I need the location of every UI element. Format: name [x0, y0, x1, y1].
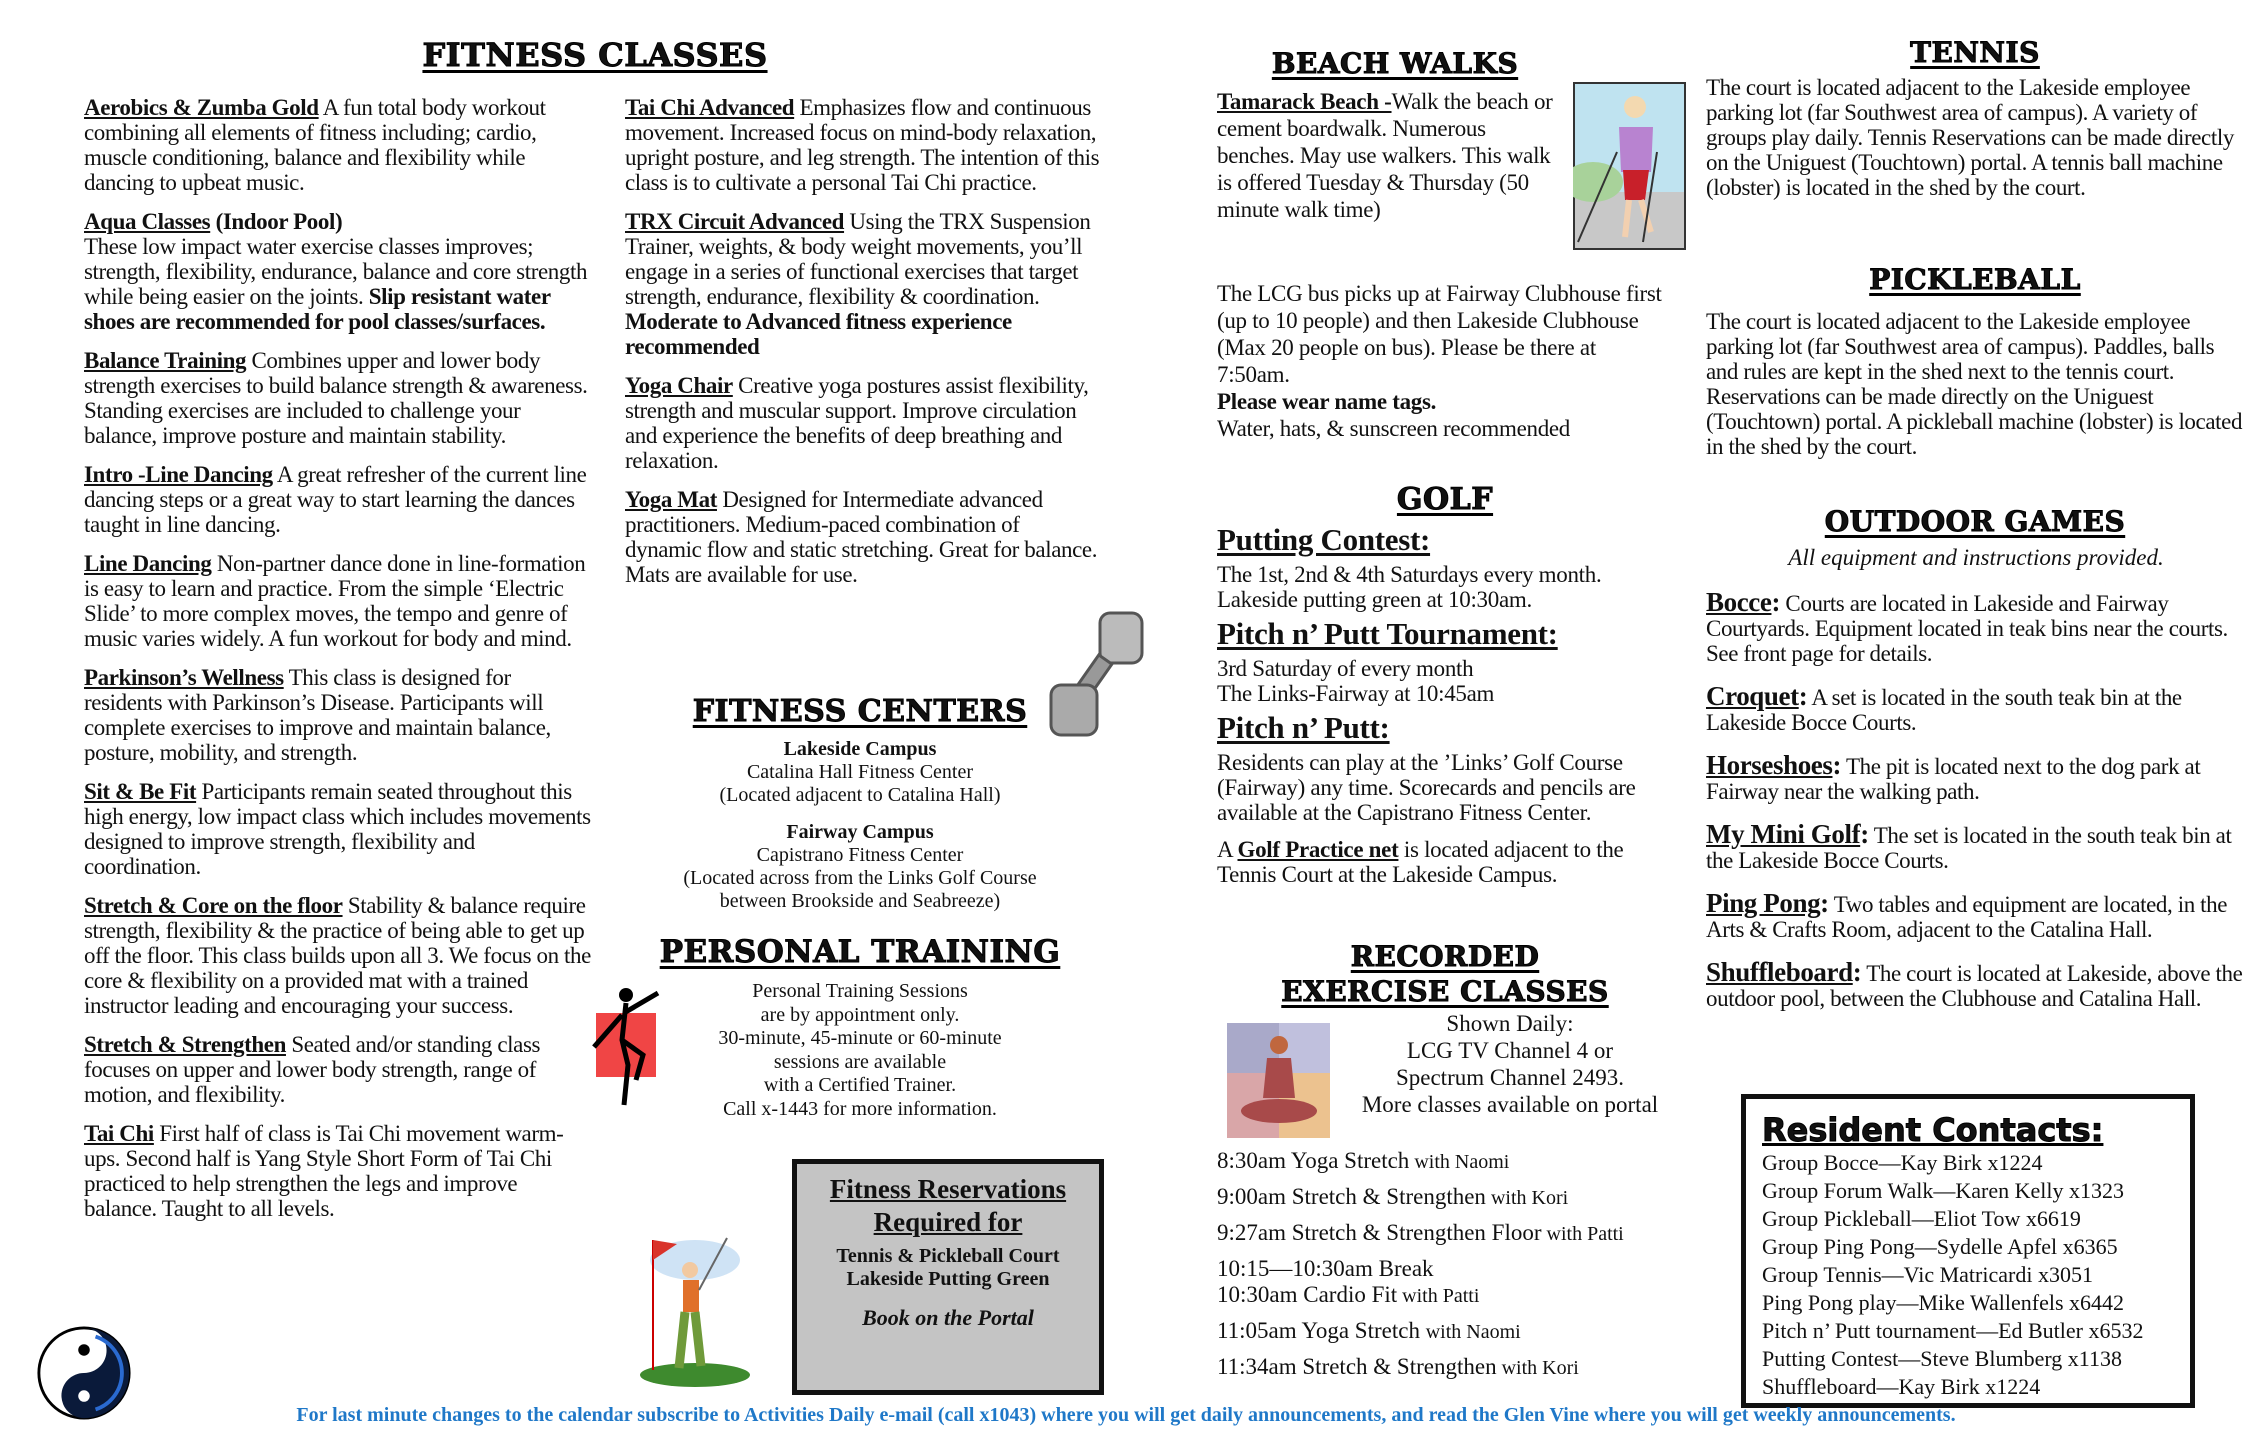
class-name: Sit & Be Fit [84, 779, 197, 804]
pitch-putt-text: Residents can play at the ’Links’ Golf Course (Fairway) any time. Scorecards and pencils are available at the Capistrano Fitness Center. [1217, 750, 1636, 825]
schedule-instructor: with Kori [1496, 1357, 1579, 1379]
golf-section [1217, 522, 1677, 887]
game-shuffleboard: Shuffleboard: The court is located at Lakeside, above the outdoor pool, between the Clubhouse and Catalina Hall. [1706, 957, 2243, 1011]
class-stretch-core [84, 893, 594, 1018]
class-stretch-strengthen [84, 1032, 594, 1107]
fitness-classes-col1 [84, 95, 594, 1235]
beach-name: Tamarack Beach - [1217, 89, 1392, 114]
center-location: (Located adjacent to Catalina Hall) [719, 784, 1001, 806]
schedule-time: 10:15—10:30am Break [1217, 1256, 1434, 1281]
class-trx [625, 209, 1100, 359]
class-tai-chi-advanced [625, 95, 1100, 195]
class-desc: Seated and/or standing class focuses on upper and lower body strength, range of motion, and flexibility. [84, 1032, 541, 1107]
pt-line: Call x-1443 for more information. [723, 1097, 997, 1120]
putting-contest-text: Lakeside putting green at 10:30am. [1217, 587, 1532, 612]
personal-training-info [660, 980, 1060, 1121]
schedule-instructor: with Patti [1397, 1285, 1480, 1307]
campus-name: Fairway Campus [786, 821, 934, 843]
game-horseshoes: Horseshoes: The pit is located next to the dog park at Fairway near the walking path. [1706, 750, 2201, 804]
outdoor-games-title: OUTDOOR GAMES [1824, 505, 2126, 538]
class-aqua [84, 209, 594, 334]
class-desc: Emphasizes flow and continuous movement. Increased focus on mind-body relaxation, upright posture, and leg strength. The intention of this class is to cultivate a personal Tai Chi practice. [625, 95, 1100, 195]
contact-item: Group Tennis—Vic Matricardi x3051 [1762, 1262, 2093, 1287]
schedule-instructor: with Naomi [1409, 1151, 1510, 1173]
pickleball-text: The court is located adjacent to the Lakeside employee parking lot (far Southwest area of campus). Paddles, balls and rules are kept in the shed next to the tennis court. Reservations can be made directly on the Uniguest (Touchtown) portal. A pickleball machine (lobster) is located in the shed by the court. [1706, 309, 2243, 459]
resident-contacts-box [1741, 1094, 2195, 1408]
class-desc: Non-partner dance done in line-formation is easy to learn and practice. From the simple ‘Electric Slide’ to more complex moves, the tempo and genre of music varies widely. A fun workout for body and mind. [84, 551, 586, 651]
footer-note: For last minute changes to the calendar subscribe to Activities Daily e-mail (call x1043) where you will get daily announcements, and read the Glen Vine where you will get weekly announcements. [296, 1404, 1956, 1426]
schedule-time: 8:30am Yoga Stretch [1217, 1148, 1410, 1173]
class-name: Aerobics & Zumba Gold [84, 95, 319, 120]
golfer-icon [635, 1230, 755, 1390]
game-croquet: Croquet: A set is located in the south teak bin at the Lakeside Bocce Courts. [1706, 681, 2182, 735]
golf-practice-net: Golf Practice net [1237, 837, 1399, 862]
class-desc: A fun total body workout combining all elements of fitness including; cardio, muscle conditioning, balance and flexibility while dancing to upbeat music. [84, 95, 546, 195]
recorded-line: More classes available on portal [1361, 1092, 1659, 1117]
class-name: Tai Chi [84, 1121, 154, 1146]
class-name: Tai Chi Advanced [625, 95, 795, 120]
beach-walks-title: BEACH WALKS [1271, 47, 1519, 80]
class-tai-chi [84, 1121, 594, 1221]
pt-line: sessions are available [773, 1050, 947, 1073]
schedule-time: 9:00am Stretch & Strengthen [1217, 1184, 1486, 1209]
game-bocce: Bocce: Courts are located in Lakeside and Fairway Courtyards. Equipment located in teak bins near the courts. See front page for details. [1706, 587, 2228, 666]
class-name: Yoga Chair [625, 373, 733, 398]
exercise-classes-title: EXERCISE CLASSES [1281, 975, 1609, 1008]
game-desc: A set is located in the south teak bin at the Lakeside Bocce Courts. [1706, 685, 2182, 735]
class-desc: Using the TRX Suspension Trainer, weights, & body weight movements, you’ll engage in a series of functional exercises that target strength, endurance, flexibility & coordination. [625, 209, 1091, 309]
schedule-instructor: with Naomi [1425, 1321, 1521, 1343]
game-desc: Two tables and equipment are located, in the Arts & Crafts Room, adjacent to the Catalina Hall. [1706, 892, 2228, 942]
golf-title: GOLF [1396, 482, 1494, 517]
reservations-title: Required for [873, 1207, 1023, 1237]
contact-item: Group Ping Pong—Sydelle Apfel x6365 [1762, 1234, 2118, 1259]
class-desc: Designed for Intermediate advanced practitioners. Medium-paced combination of dynamic flow and static stretching. Great for balance. Mats are available for use. [625, 487, 1098, 587]
contact-item: Group Forum Walk—Karen Kelly x1323 [1762, 1178, 2124, 1203]
recorded-title: RECORDED [1350, 940, 1540, 973]
class-desc: Creative yoga postures assist flexibility, strength and muscular support. Improve circulation and experience the benefits of deep breathing and relaxation. [625, 373, 1089, 473]
contacts-title: Resident Contacts: [1762, 1111, 2104, 1149]
class-name: Parkinson’s Wellness [84, 665, 284, 690]
fitness-classes-col2 [625, 95, 1100, 601]
walker-icon [1573, 82, 1686, 250]
fitness-classes-title: FITNESS CLASSES [422, 36, 768, 74]
contact-item: Pitch n’ Putt tournament—Ed Butler x6532 [1762, 1318, 2144, 1343]
schedule-item [1217, 1256, 1697, 1282]
class-note: Moderate to Advanced fitness experience recommended [625, 309, 1012, 359]
center-location: between Brookside and Seabreeze) [719, 890, 1001, 912]
putting-contest-title: Putting Contest: [1217, 522, 1431, 557]
pt-line: are by appointment only. [760, 1003, 960, 1026]
meditation-icon [1227, 1023, 1330, 1138]
tennis-text: The court is located adjacent to the Lakeside employee parking lot (far Southwest area of campus). A variety of groups play daily. Tennis Reservations can be made directly on the Uniguest (Touchtown) portal. A tennis ball machine (lobster) is located in the shed by the court. [1706, 75, 2234, 200]
outdoor-games-subtitle: All equipment and instructions provided. [1788, 545, 2164, 570]
contact-item: Group Bocce—Kay Birk x1224 [1762, 1150, 2043, 1175]
net-text: is located adjacent to the Tennis Court at the Lakeside Campus. [1217, 837, 1624, 887]
net-prefix: A [1217, 837, 1238, 862]
reservation-item: Tennis & Pickleball Court [836, 1245, 1060, 1267]
schedule-instructor: with Kori [1485, 1187, 1569, 1209]
schedule-item [1217, 1282, 1697, 1309]
putting-contest-text: The 1st, 2nd & 4th Saturdays every month. [1217, 562, 1602, 587]
center-location: (Located across from the Links Golf Course [683, 867, 1037, 889]
center-name: Catalina Hall Fitness Center [746, 761, 974, 783]
class-yoga-chair [625, 373, 1100, 473]
class-note: Slip resistant water shoes are recommended for pool classes/surfaces. [84, 284, 551, 334]
recorded-line: Shown Daily: [1446, 1011, 1574, 1036]
class-desc: A great refresher of the current line dancing steps or a great way to start learning the dances taught in line dancing. [84, 462, 587, 537]
game-desc: The set is located in the south teak bin at the Lakeside Bocce Courts. [1706, 823, 2232, 873]
recorded-info [1325, 1010, 1695, 1118]
game-ping-pong: Ping Pong: Two tables and equipment are located, in the Arts & Crafts Room, adjacent to the Catalina Hall. [1706, 888, 2228, 942]
schedule-time: 9:27am Stretch & Strengthen Floor [1217, 1220, 1542, 1245]
game-desc: The court is located at Lakeside, above the outdoor pool, between the Clubhouse and Catalina Hall. [1706, 961, 2243, 1011]
tournament-text: The Links-Fairway at 10:45am [1217, 681, 1495, 706]
class-aerobics [84, 95, 594, 195]
name-tags-note: Please wear name tags. [1217, 389, 1437, 414]
class-name: Aqua Classes [84, 209, 211, 234]
reservations-title: Fitness Reservations [829, 1174, 1067, 1204]
class-desc: This class is designed for residents with Parkinson’s Disease. Participants will complete exercises to improve and maintain balance, posture, mobility, and strength. [84, 665, 551, 765]
pt-line: Personal Training Sessions [752, 980, 968, 1002]
schedule-item [1217, 1184, 1697, 1211]
tennis-title: TENNIS [1910, 36, 2040, 69]
outdoor-games-list [1706, 587, 2246, 1025]
game-desc: Courts are located in Lakeside and Fairway Courtyards. Equipment located in teak bins near the courts. See front page for details. [1706, 591, 2228, 666]
class-name: TRX Circuit Advanced [625, 209, 845, 234]
game-name: My Mini Golf [1706, 819, 1861, 849]
class-name: Intro -Line Dancing [84, 462, 273, 487]
recorded-schedule [1217, 1148, 1697, 1390]
schedule-time: 11:05am Yoga Stretch [1217, 1318, 1426, 1343]
dumbbell-icon [1045, 605, 1155, 745]
class-desc: Stability & balance require strength, flexibility & the practice of being able to get up off the floor. This class builds upon all 3. We focus on the core & flexibility on a provided mat with a trained instructor leading and encouraging your success. [84, 893, 591, 1018]
fitness-centers-info [640, 738, 1080, 913]
game-name: Croquet [1706, 681, 1799, 711]
contact-item: Group Pickleball—Eliot Tow x6619 [1762, 1206, 2081, 1231]
pitch-putt-title: Pitch n’ Putt: [1217, 710, 1390, 745]
game-name: Bocce [1706, 587, 1772, 617]
campus-name: Lakeside Campus [783, 738, 937, 760]
reservation-item: Lakeside Putting Green [846, 1268, 1050, 1290]
schedule-item [1217, 1220, 1697, 1247]
class-name: Stretch & Strengthen [84, 1032, 286, 1057]
class-yoga-mat [625, 487, 1100, 587]
contact-item: Putting Contest—Steve Blumberg x1138 [1762, 1346, 2122, 1371]
schedule-item [1217, 1318, 1697, 1345]
class-desc: Combines upper and lower body strength exercises to build balance strength & awareness. Standing exercises are included to challenge your balance, improve posture and maintain stability. [84, 348, 588, 448]
pt-line: with a Certified Trainer. [763, 1074, 957, 1096]
beach-walks-desc [1217, 88, 1562, 223]
schedule-item [1217, 1354, 1697, 1381]
game-mini-golf: My Mini Golf: The set is located in the south teak bin at the Lakeside Bocce Courts. [1706, 819, 2232, 873]
fitness-centers-title: FITNESS CENTERS [692, 694, 1028, 729]
class-location: (Indoor Pool) [210, 209, 343, 234]
class-desc: First half of class is Tai Chi movement warm-ups. Second half is Yang Style Short Form of Tai Chi practiced to help strengthen the legs and improve balance. Taught to all levels. [84, 1121, 564, 1221]
class-line-dancing [84, 551, 594, 651]
game-name: Shuffleboard [1706, 957, 1853, 987]
pitch-putt-tournament-title: Pitch n’ Putt Tournament: [1217, 616, 1558, 651]
class-intro-line [84, 462, 594, 537]
contact-item: Ping Pong play—Mike Wallenfels x6442 [1762, 1290, 2125, 1315]
class-desc: These low impact water exercise classes improves; strength, flexibility, endurance, balance and core strength while being easier on the joints. [84, 234, 588, 309]
personal-training-title: PERSONAL TRAINING [659, 934, 1061, 970]
game-desc: The pit is located next to the dog park at Fairway near the walking path. [1706, 754, 2201, 804]
class-parkinsons [84, 665, 594, 765]
tournament-text: 3rd Saturday of every month [1217, 656, 1474, 681]
water-note: Water, hats, & sunscreen recommended [1217, 416, 1571, 441]
recorded-line: Spectrum Channel 2493. [1395, 1065, 1625, 1090]
game-name: Horseshoes [1706, 750, 1833, 780]
bus-info: The LCG bus picks up at Fairway Clubhouse first (up to 10 people) and then Lakeside Clubhouse (Max 20 people on bus). Please be there at 7:50am. [1217, 281, 1662, 387]
class-name: Yoga Mat [625, 487, 717, 512]
book-on-portal-text[interactable]: Book on the Portal [862, 1305, 1034, 1330]
game-name: Ping Pong [1706, 888, 1821, 918]
schedule-item [1217, 1148, 1697, 1175]
reservations-box [792, 1159, 1104, 1395]
schedule-time: 10:30am Cardio Fit [1217, 1282, 1398, 1307]
beach-walk-text: Walk the beach or cement boardwalk. Numerous benches. May use walkers. This walk is offered Tuesday & Thursday (50 minute walk time) [1217, 89, 1553, 222]
class-sit-be-fit [84, 779, 594, 879]
recorded-line: LCG TV Channel 4 or [1406, 1038, 1614, 1063]
class-name: Line Dancing [84, 551, 212, 576]
class-name: Stretch & Core on the floor [84, 893, 343, 918]
dancer-icon [588, 985, 668, 1115]
class-name: Balance Training [84, 348, 247, 373]
pt-line: 30-minute, 45-minute or 60-minute [718, 1027, 1002, 1049]
contact-item: Shuffleboard—Kay Birk x1224 [1762, 1374, 2041, 1399]
class-balance [84, 348, 594, 448]
pickleball-title: PICKLEBALL [1869, 263, 2081, 296]
class-desc: Participants remain seated throughout this high energy, low impact class which includes movements designed to improve strength, flexibility and coordination. [84, 779, 591, 879]
schedule-time: 11:34am Stretch & Strengthen [1217, 1354, 1497, 1379]
beach-walks-bus [1217, 280, 1672, 442]
center-name: Capistrano Fitness Center [756, 844, 964, 866]
schedule-instructor: with Patti [1541, 1223, 1624, 1245]
